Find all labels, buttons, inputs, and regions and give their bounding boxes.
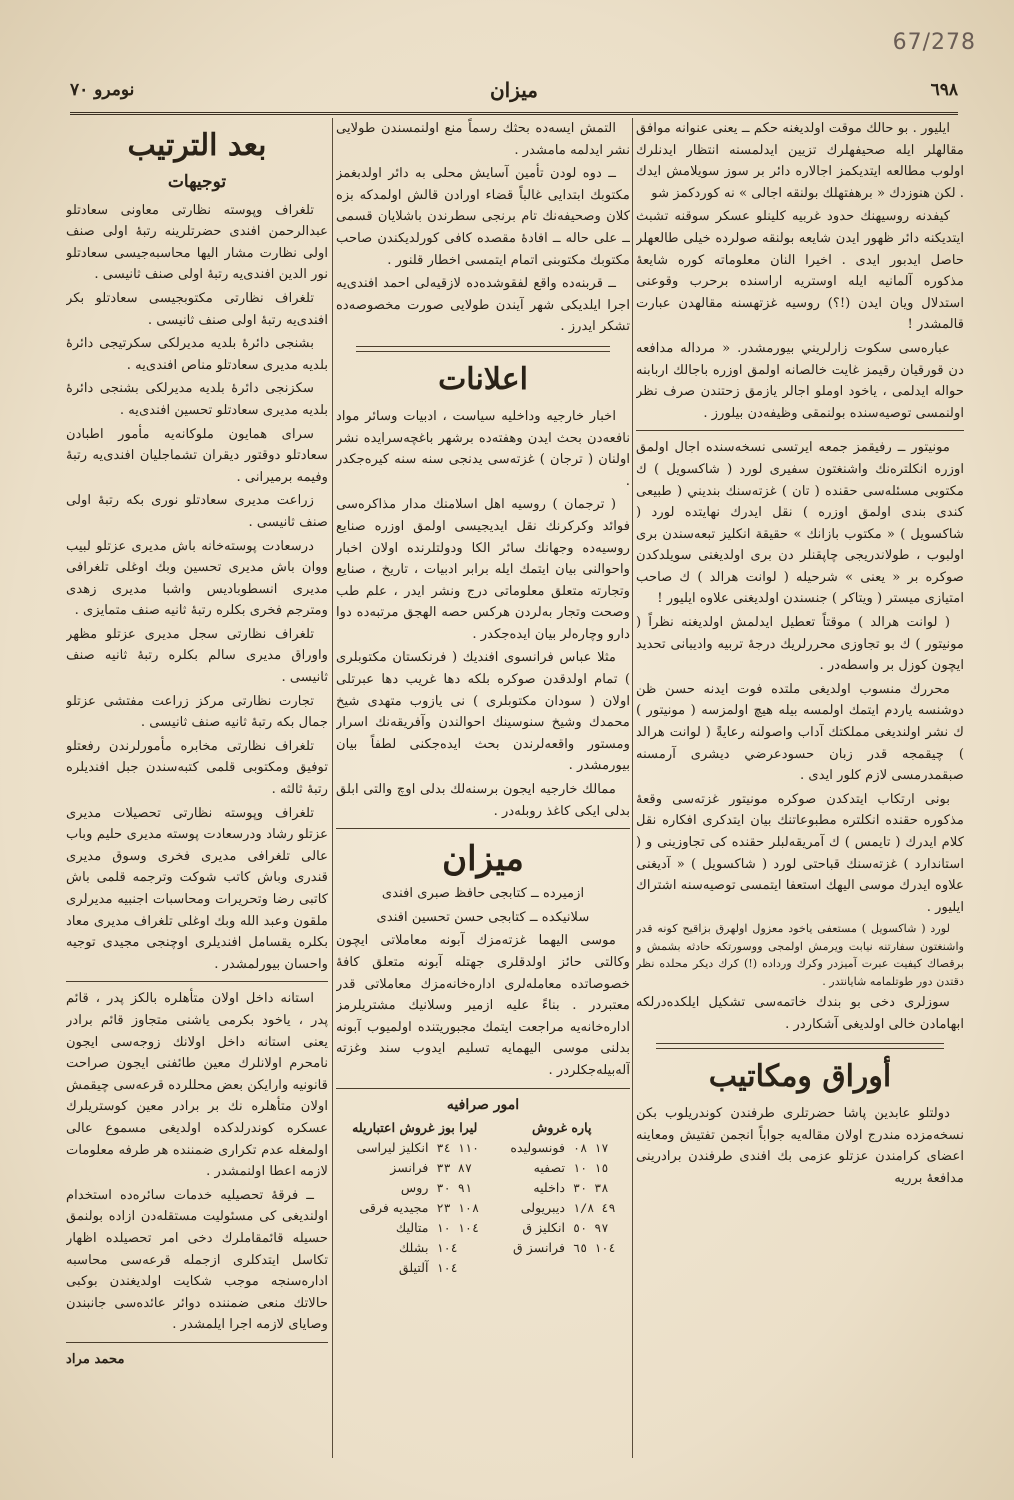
table-row xyxy=(336,1258,630,1278)
coin-name: مجيديه فرقى xyxy=(359,1200,429,1216)
paragraph: زراعت مديرى سعادتلو نورى بكه رتبهٔ اولى صنف ثانيسى . xyxy=(66,493,328,530)
archive-number: 67/278 xyxy=(892,30,976,55)
issue-number: نومرو ٧٠ xyxy=(70,80,135,100)
agent-line: ازميرده ــ كتابجى حافظ صبرى افندى xyxy=(381,886,585,902)
section-title-announcements: اعلانات xyxy=(438,361,528,397)
bond-value: ١٧ ٠٨ xyxy=(572,1141,609,1156)
paragraph: سراى همايون ملوكانه‌يه مأمور اطبادن سعادتلو دوقتور ديقران تشماجليان افندى‌يه رتبهٔ وفيمه برميرانى . xyxy=(66,426,328,485)
bond-name: انكليز ق xyxy=(522,1220,565,1236)
paragraph: استانه داخل اولان متأهلره بالكز پدر ، قائم پدر ، ياخود بكرمى ياشنى متجاوز قائم برادر يعنى استانه داخل اولانك زوجه‌سى ايجون نامحرم اولانلرك معين طائفنى ايجون صراحت قانونيه وارايكن بعض محللرده قرعه‌سى چيقمش اولان متأهلره نك بر برادر معين كوستريلرك عسكره كوندرلدكده اولديغى مسموع عالى اولمغله عدم تكرارى ضمننده هر طرفه معلومات لازمه اعطا اولنمشدر . xyxy=(66,991,328,1180)
decorative-divider xyxy=(356,346,610,352)
ad-paragraph: ( ترجمان ) روسيه اهل اسلامنك مدار مذاكره‌سى فوائد وكركرنك نقل ايديجيسى اولمق اوزره صنايع روسيه‌ده وجهانك سائر الكا ودولتلرنده اولان اخبار واحوالنى بيان ايتمك ايله برابر ادبيات ، تاريخ ، صنايع وتجارته متعلق معلوماتى درج ونشر ايدر ، علم طب وصحت وتجار به‌لردن هركس حصه الهجق مرتبه‌ده دوا دارو وچاره‌لر بيان ايده‌جكدر . xyxy=(336,497,630,642)
paragraph: درسعادت پوسته‌خانه باش مديرى عزتلو لبيب ووان باش مديرى تحسين وبك اوغلى تلغرافى مديرى انسطوباديس واشبا مديرى زهدى ومترجم فخرى بكلره رتبهٔ ثانيه صنف متمايزى . xyxy=(66,538,328,619)
section-subtitle: توجيهات xyxy=(167,172,227,192)
bond-value: ٤٩ ١/٨ xyxy=(572,1201,616,1216)
bond-name: تصفيه xyxy=(533,1160,565,1176)
coin-name: روس xyxy=(400,1180,429,1196)
column-right xyxy=(636,118,964,1458)
paragraph: ــ قربنه‌ده واقع لفقوشده‌ده لازقيه‌لى احمد افندى‌يه اجرا ايلديكى شهر آيندن طولايى صورت مخصوصه‌ده تشكر ايدرز . xyxy=(336,276,630,335)
paragraph: كيفدنه روسيهنك حدود غربيه كلينلو عسكر سوقنه تشبث ايتديكنه دائر ظهور ايدن شايعه بولنقه صولرده خيلى طالعهلر حاصل ايدبور ايدى . اخيرا النان معلوماته كوره شايعهٔ مذكوره آلمانيه ايله اوستريه اراسنده برحرب وقوعنى استدلال ويان ايدن (!؟) روسيه غزتهسنه مقالهدن عبارت قالمشدر ! xyxy=(636,209,964,333)
paragraph: تلغراف وپوسته نظارتى تحصيلات مديرى عزتلو رشاد ودرسعادت پوسته مديرى حليم وباب عالى تلغرافى مديرى فخرى وسوق مديرى قندرى وباش كاتب شوكت وترجمه قلمى باش كاتبى رضا وتحريرات ومحاسبات اجنبيه مديرلرى ملقون وعبد الله وبك اوغلى تلغراف مديرى معاد بكلره يقسامل افنديلرى اوچنجى مجيدى توجيه واحسان بيورلمشدر . xyxy=(66,805,328,972)
paragraph: عباره‌سى سكوت زارلريني بيورمشدر. « مرداله مدافعه دن قورقيان رقيمز غايت خالصانه اولمق اوزره باجالك اربابنه حواله ايدلمى ، ياخود اوملو اجالر يازمق زحتندن صرف نظر اولنمسى توصيه‌سنده بولنمقى وظيفه‌دن بيلورز . xyxy=(636,340,964,421)
page-header xyxy=(70,66,958,115)
coin-name: آلتيلق xyxy=(398,1260,429,1276)
divider xyxy=(336,828,630,829)
divider xyxy=(636,430,964,431)
coin-name: فرانسز xyxy=(390,1160,429,1176)
paragraph: ( لوانت هرالد ) موقتاً تعطيل ايدلمش اولديغنه نظراً ( مونيتور ) ك بو تجاوزى محررلريك درجهٔ تربيه واديبانى تحديد ايچون كوزل بر واسطه‌در . xyxy=(636,615,964,674)
column-left xyxy=(66,118,328,1458)
decorative-divider xyxy=(656,1043,944,1049)
paragraph: محررك منسوب اولديغى ملتده فوت ايدنه حسن ظن دوشنسه ياردم ايتمك اولمسه بيله هيچ اولمزسه ( مونيتور ) ك نشر اولنديغى مملكتك آداب واصولنه رعايةً ( لوانت هرالد ) چيقمجه قدر زبان حسودعرضي ديشرى آرمسنه صبقمدرمسى لازم كلور ايدى . xyxy=(636,681,964,784)
ad-paragraph: مثلا عباس فرانسوى افنديك ( فرنكستان مكتوبلرى ) تمام اولدقدن صوكره بلكه دها غريب دها عبرتلى اولان ( سودان مكتوبلرى ) نى يازوب متهدى شيخ محمدك وشيخ سنوسينك احوالندن وآفريقه‌نك اسرار ومستور واقعه‌لرندن بحث ايده‌جكنى لطفاً بيان بيورمشدر . xyxy=(336,650,630,774)
empty-cell xyxy=(494,1258,569,1278)
paragraph: دولتلو عابدين پاشا حضرتلرى طرفندن كوندريلوب بكن نسخه‌مزده مندرج اولان مقاله‌يه جواباً انجمن تفتيش ومعاينه اعضاى كرامندن عزتلو عزمى بك افندى طرفندن برادرينى مدافعهٔ برريه xyxy=(636,1106,964,1186)
column-rule-left xyxy=(332,118,333,1458)
coin-value: ٨٧ ٣٣ xyxy=(436,1161,473,1176)
paragraph: ــ دوه لودن تأمين آسايش محلى به دائر اولدبغمز مكتوبك ابتدايى غالباً قضاء اورادن قالش اولمدكه بزه كلان وصحيفه‌نك تام برنجى سطرندن باشلايان قسمى ــ على حاله ــ افادهٔ مقصده كافى كورلديكندن صاحب مكتوبك مكتوبنى اتمام ايتمسى اخطار قلنور . xyxy=(336,166,630,268)
paragraph: التمش ايسه‌ده بحثك رسماً منع اولنمسندن طولايى نشر ايدلمه مامشدر . xyxy=(336,121,630,158)
paragraph: تلغراف نظارتى مخابره مأمورلرندن رفعتلو توفيق ومكتوبى قلمى كتبه‌سندن جبل افنديلره رتبهٔ ثالثه . xyxy=(66,738,328,798)
coin-value: ٩١ ٣٠ xyxy=(436,1181,473,1196)
bond-value: ٩٧ ٥٠ xyxy=(572,1221,609,1236)
coin-name: انكليز ليراسى xyxy=(356,1140,429,1156)
paragraph: بشنجى دائرهٔ بلديه مديرلكى سكرتيجى دائرهٔ بلديه مديرى سعادتلو مناص افندى‌يه . xyxy=(66,336,328,373)
divider xyxy=(66,981,328,982)
coin-value: ١٠٤ ١٠ xyxy=(436,1221,480,1236)
exchange-right-head: پاره غروش xyxy=(532,1120,592,1136)
paragraph: ايليور . بو حالك موقت اولديغنه حكم ــ يعنى عنوانه موافق مقالهلر ايله صحيفهلرك تزيين ايدلمسنه انتظار ايدنلرك اولوب مطالعه ايتديكمز اجالاره دائر بر سوز سويلامش ايدك . لكن هنوزدك « برهفتهلك بولنقه اجالى » نه كوردكمز شو xyxy=(636,121,964,201)
mizan-logo: ميزان xyxy=(442,839,524,880)
coin-value: ١٠٨ ٢٣ xyxy=(436,1201,480,1216)
exchange-table xyxy=(336,1118,630,1278)
coin-name: بشلك xyxy=(398,1240,429,1256)
bond-name: ديبريولى xyxy=(520,1200,565,1216)
paragraph: بونى ارتكاب ايتدكدن صوكره مونيتور غزته‌سى وقعهٔ مذكوره حقنده انكلتره مطبوعاتنك بيان ايتدكرى افكاره نقل كلام ايدرك ( تايمس ) ك آمريقه‌لبلر حقنده كى تجاوزينى و ( استاندارد ) غزته‌سنك قباحتى لورد ( شاكسويل ) « آديغنى علاوه ايدرك موسى اليهك استعفا ايتمسى توصيه‌سنه اشتراك ايليور . xyxy=(636,791,964,915)
paragraph: ــ فرقهٔ تحصيليه خدمات سائره‌ده استخدام اولنديغى كى مسئوليت مستقله‌دن ازاده بولنمق حسيله قائمقاملرك دخى امر تحصيلده اظهار تكاسل ايتدكلرى ازجمله قرعه‌سى محاسبه اداره‌سنجه موجب شكايت اولديغندن بوكبى حالاتك منعى ضمننده دوائر عائده‌سى جانبندن وصاياى لازمه اجرا ايلمشدر . xyxy=(66,1187,328,1333)
paragraph: تجارت نظارتى مركز زراعت مفتشى عزتلو جمال بكه رتبهٔ ثانيه صنف ثانيسى . xyxy=(66,693,328,731)
paragraph: مونيتور ــ رفيقمز جمعه ايرتسى نسخه‌سنده اجال اولمق اوزره انكلتره‌نك واشنغتون سفيرى لورد ( شاكسويل ) ك مكتوبى مسئله‌سى حقنده ( تان ) غزته‌سنك بنديني ( طبيعى كندى بندى اولمق اوزره ) نقل ايدرك نهايتده لورد ( شاكسويل ) « مكتوب بازانك » حقيقة انكليز تبعه‌سندن برى اولبوب ، طولاندريجى چاپقنلر دن برى اولديغنى سويلدكدن صوكره بر « يعنى » شرحيله ( لوانت هرالد ) ك صاحب امتيازى ميستر ( ويتاكر ) جنسندن اولديغنى علاوه ايليور ! xyxy=(636,440,964,607)
agent-line: سلانيكده ــ كتابجى حسن تحسين افندى xyxy=(376,909,590,925)
paragraph: سوزلرى دخى بو بندك خاتمه‌سى تشكيل ايلكده‌درلكه ابهامادن خالى اولديغى آشكاردر . xyxy=(636,995,964,1032)
table-row xyxy=(336,1218,630,1238)
divider xyxy=(66,1342,328,1343)
bond-name: فونسوليده xyxy=(510,1140,565,1156)
paragraph: تلغراف وپوسته نظارتى معاونى سعادتلو عبدالرحمن افندى حضرتلرينه رتبهٔ اولى صنف اولى نظارت مشار اليها محاسبه‌جيسى سعادتلو نور الدين افندى‌يه رتبهٔ اولى صنف ثانيسى . xyxy=(66,202,328,283)
table-header-row xyxy=(336,1118,630,1138)
coin-value: ١١٠ ٣٤ xyxy=(436,1141,480,1156)
section-title-letters: أوراق ومكاتيب xyxy=(708,1059,892,1095)
empty-cell xyxy=(569,1258,630,1278)
coin-name: متاليك xyxy=(395,1220,429,1236)
footnote: لورد ( شاكسويل ) مستعفى ياخود معزول اولهرق بزاقيح كونه قدر واشنغتون سفارتنه نيابت ويرمش اولمجى ووسورتكه حادثه بشمش و برقصاك كيفيت عبرت آميزدر وكرك ورداده (!) كرك ديكر محلده نظر دقتدن دور طوتلمامه شايانتدر . xyxy=(636,922,964,988)
table-row xyxy=(336,1178,630,1198)
paragraph: سكزنجى دائرهٔ بلديه مديرلكى بشنجى دائرهٔ بلديه مديرى سعادتلو تحسين افندى‌يه . xyxy=(66,381,328,418)
table-row xyxy=(336,1138,630,1158)
paragraph: موسى اليهما غزته‌مزك آبونه معاملاتى ايچون وكالتى حائز اولدقلرى جهتله آبونه متعلق كافهٔ خصوصاتده معامله‌لرى اداره‌خانه‌مزك معاملاتى قدر معتبردر . بناءً عليه ازمير وسلانيك مشتريلرمز اداره‌خانه‌يه مراجعت ايتمك مجبوريتنده اولميوب آبونه بدلنى موسى اليهمايه تسليم ايدوب سند وغزته آله‌بيله‌جكلردر . xyxy=(336,933,630,1078)
column-middle xyxy=(336,118,630,1458)
ad-paragraph: اخبار خارجيه وداخليه سياست ، ادبيات وسائر مواد نافعه‌دن بحث ايدن وهفته‌ده برشهر باغچه‌سرايده نشر اولنان ( ترجان ) غزته‌سى يدنجى سنه سنه كيره‌جكدر . xyxy=(336,408,630,489)
column-rule-right xyxy=(632,118,633,1458)
bond-value: ١٥ ١٠ xyxy=(572,1161,609,1176)
exchange-title: امور صرافيه xyxy=(446,1096,520,1113)
table-row xyxy=(336,1238,630,1258)
bond-value: ٣٨ ٣٠ xyxy=(572,1181,609,1196)
paragraph: تلغراف نظارتى سجل مديرى عزتلو مظهر واوراق مديرى سالم بكلره رتبهٔ ثانيه صنف ثانيسى . xyxy=(66,626,328,686)
bond-name: فرانسز ق xyxy=(513,1240,565,1256)
divider xyxy=(336,1088,630,1089)
signature: محمد مراد xyxy=(66,1351,125,1367)
page-number: ٦٩٨ xyxy=(930,80,958,100)
bond-name: داخليه xyxy=(533,1180,565,1196)
exchange-left-head: ليرا بوز غروش اعتباريله xyxy=(352,1120,478,1136)
table-row xyxy=(336,1158,630,1178)
coin-value: ١٠٤ xyxy=(436,1241,458,1256)
section-title-after-arrangement: بعد الترتيب xyxy=(127,128,267,163)
table-row xyxy=(336,1198,630,1218)
paragraph: تلغراف نظارتى مكتوبجيسى سعادتلو بكر افندى‌يه رتبهٔ اولى صنف ثانيسى . xyxy=(66,290,328,328)
masthead-title: ميزان xyxy=(489,78,539,102)
bond-value: ١٠٤ ٦٥ xyxy=(572,1241,616,1256)
ad-paragraph: ممالك خارجيه ايجون برسنه‌لك بدلى اوچ والتى ابلق بدلى ايكى كاغذ روبله‌در . xyxy=(336,782,630,819)
coin-value: ١٠٤ xyxy=(436,1261,458,1276)
